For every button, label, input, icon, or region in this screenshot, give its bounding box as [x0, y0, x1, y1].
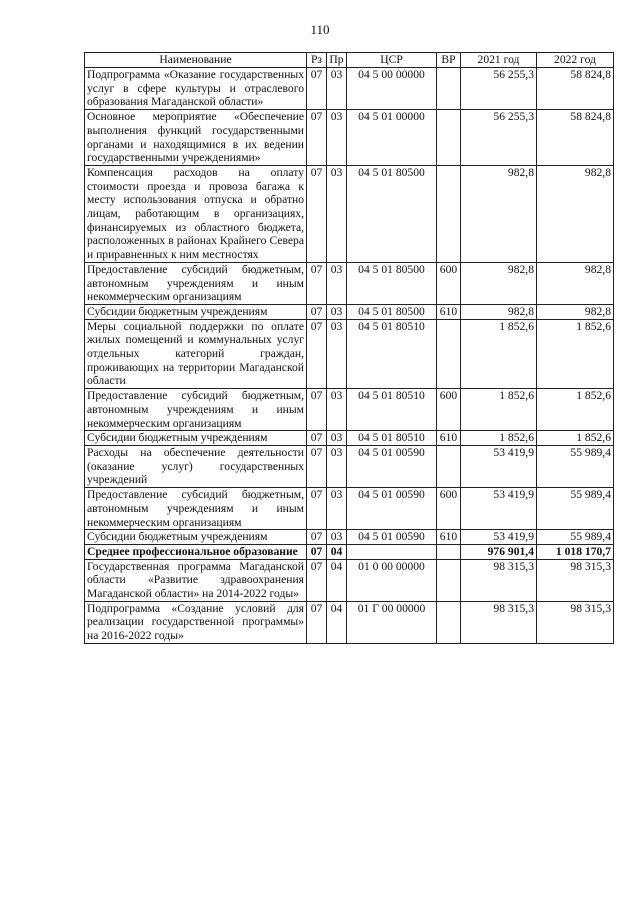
cell-pr: 04 [327, 559, 347, 601]
cell-2022: 55 989,4 [537, 530, 614, 545]
cell-csr: 04 5 00 00000 [347, 68, 437, 110]
cell-2021: 1 852,6 [461, 389, 537, 431]
cell-name: Предоставление субсидий бюджетным, автономным учреждениям и иным некоммерческим организациям [85, 262, 307, 304]
cell-rz: 07 [307, 262, 327, 304]
cell-2021: 53 419,9 [461, 488, 537, 530]
cell-2022: 982,8 [537, 304, 614, 319]
header-2021: 2021 год [461, 53, 537, 68]
cell-rz: 07 [307, 445, 327, 487]
cell-csr: 04 5 01 80500 [347, 262, 437, 304]
cell-2022: 982,8 [537, 262, 614, 304]
cell-2022: 58 824,8 [537, 110, 614, 166]
cell-rz: 07 [307, 304, 327, 319]
cell-pr: 03 [327, 530, 347, 545]
header-2022: 2022 год [537, 53, 614, 68]
budget-table [84, 52, 614, 644]
cell-name: Меры социальной поддержки по оплате жилых помещений и коммунальных услуг отдельных категорий граждан, проживающих на территории Магаданской области [85, 319, 307, 389]
table-header-row [85, 53, 614, 68]
cell-rz: 07 [307, 530, 327, 545]
cell-rz: 07 [307, 601, 327, 643]
table-row [85, 530, 614, 545]
cell-name: Предоставление субсидий бюджетным, автономным учреждениям и иным некоммерческим организациям [85, 389, 307, 431]
cell-2021: 53 419,9 [461, 530, 537, 545]
table-row [85, 262, 614, 304]
cell-vr: 600 [437, 262, 461, 304]
cell-vr: 610 [437, 304, 461, 319]
cell-csr: 01 Г 00 00000 [347, 601, 437, 643]
cell-pr: 03 [327, 68, 347, 110]
table-row [85, 110, 614, 166]
cell-pr: 03 [327, 389, 347, 431]
cell-2021: 98 315,3 [461, 601, 537, 643]
cell-name: Субсидии бюджетным учреждениям [85, 431, 307, 446]
cell-csr: 04 5 01 80510 [347, 389, 437, 431]
cell-csr: 04 5 01 80500 [347, 165, 437, 262]
cell-name: Подпрограмма «Создание условий для реализации государственной программы» на 2016-2022 годы» [85, 601, 307, 643]
cell-2022: 98 315,3 [537, 601, 614, 643]
cell-vr: 600 [437, 389, 461, 431]
cell-vr [437, 165, 461, 262]
cell-vr [437, 544, 461, 559]
header-rz: Рз [307, 53, 327, 68]
cell-name: Государственная программа Магаданской области «Развитие здравоохранения Магаданской области» на 2014-2022 годы» [85, 559, 307, 601]
cell-csr: 04 5 01 00000 [347, 110, 437, 166]
table-row [85, 544, 614, 559]
cell-name: Предоставление субсидий бюджетным, автономным учреждениям и иным некоммерческим организациям [85, 488, 307, 530]
cell-name: Субсидии бюджетным учреждениям [85, 304, 307, 319]
cell-rz: 07 [307, 165, 327, 262]
cell-pr: 03 [327, 445, 347, 487]
table-row [85, 165, 614, 262]
table-row [85, 445, 614, 487]
cell-2021: 982,8 [461, 165, 537, 262]
cell-rz: 07 [307, 68, 327, 110]
cell-2022: 55 989,4 [537, 445, 614, 487]
cell-name: Расходы на обеспечение деятельности (оказание услуг) государственных учреждений [85, 445, 307, 487]
cell-csr: 04 5 01 80500 [347, 304, 437, 319]
cell-2022: 55 989,4 [537, 488, 614, 530]
cell-vr [437, 601, 461, 643]
cell-pr: 03 [327, 165, 347, 262]
cell-rz: 07 [307, 544, 327, 559]
cell-pr: 04 [327, 544, 347, 559]
cell-rz: 07 [307, 488, 327, 530]
header-csr: ЦСР [347, 53, 437, 68]
cell-name: Подпрограмма «Оказание государственных услуг в сфере культуры и отраслевого образования Магаданской области» [85, 68, 307, 110]
cell-rz: 07 [307, 110, 327, 166]
cell-vr: 610 [437, 530, 461, 545]
cell-2021: 53 419,9 [461, 445, 537, 487]
cell-pr: 03 [327, 110, 347, 166]
cell-vr [437, 68, 461, 110]
cell-pr: 03 [327, 488, 347, 530]
cell-2021: 976 901,4 [461, 544, 537, 559]
cell-rz: 07 [307, 319, 327, 389]
cell-2022: 98 315,3 [537, 559, 614, 601]
cell-name: Субсидии бюджетным учреждениям [85, 530, 307, 545]
cell-csr: 04 5 01 80510 [347, 431, 437, 446]
cell-rz: 07 [307, 431, 327, 446]
cell-vr: 600 [437, 488, 461, 530]
header-vr: ВР [437, 53, 461, 68]
cell-csr: 04 5 01 80510 [347, 319, 437, 389]
cell-2021: 56 255,3 [461, 68, 537, 110]
table-row [85, 601, 614, 643]
cell-name: Среднее профессиональное образование [85, 544, 307, 559]
table-row [85, 319, 614, 389]
cell-pr: 03 [327, 262, 347, 304]
table-row [85, 559, 614, 601]
cell-name: Основное мероприятие «Обеспечение выполнения функций государственными органами и находящимися в их ведении государственными учреждениями» [85, 110, 307, 166]
table-row [85, 431, 614, 446]
cell-csr: 04 5 01 00590 [347, 488, 437, 530]
cell-2022: 1 852,6 [537, 389, 614, 431]
cell-vr [437, 445, 461, 487]
cell-csr: 04 5 01 00590 [347, 530, 437, 545]
cell-2022: 1 852,6 [537, 319, 614, 389]
cell-vr: 610 [437, 431, 461, 446]
cell-2022: 982,8 [537, 165, 614, 262]
table-body [85, 68, 614, 644]
cell-2021: 1 852,6 [461, 431, 537, 446]
table-row [85, 389, 614, 431]
header-pr: Пр [327, 53, 347, 68]
cell-vr [437, 110, 461, 166]
table-row [85, 488, 614, 530]
cell-2021: 982,8 [461, 304, 537, 319]
cell-name: Компенсация расходов на оплату стоимости проезда и провоза багажа к месту использования отпуска и обратно лицам, работающим в организациях, финансируемых из областного бюджета, расположенных в районах Крайнего Севера и приравненных к ним местностях [85, 165, 307, 262]
cell-pr: 03 [327, 319, 347, 389]
table-row [85, 68, 614, 110]
cell-2021: 1 852,6 [461, 319, 537, 389]
page-number: 110 [310, 22, 330, 37]
cell-vr [437, 319, 461, 389]
cell-vr [437, 559, 461, 601]
cell-csr [347, 544, 437, 559]
cell-pr: 03 [327, 304, 347, 319]
table-row [85, 304, 614, 319]
cell-2022: 1 852,6 [537, 431, 614, 446]
cell-2022: 1 018 170,7 [537, 544, 614, 559]
cell-2021: 56 255,3 [461, 110, 537, 166]
cell-rz: 07 [307, 389, 327, 431]
cell-pr: 03 [327, 431, 347, 446]
cell-csr: 01 0 00 00000 [347, 559, 437, 601]
cell-csr: 04 5 01 00590 [347, 445, 437, 487]
cell-rz: 07 [307, 559, 327, 601]
cell-2021: 982,8 [461, 262, 537, 304]
header-name: Наименование [85, 53, 307, 68]
cell-2022: 58 824,8 [537, 68, 614, 110]
cell-2021: 98 315,3 [461, 559, 537, 601]
cell-pr: 04 [327, 601, 347, 643]
